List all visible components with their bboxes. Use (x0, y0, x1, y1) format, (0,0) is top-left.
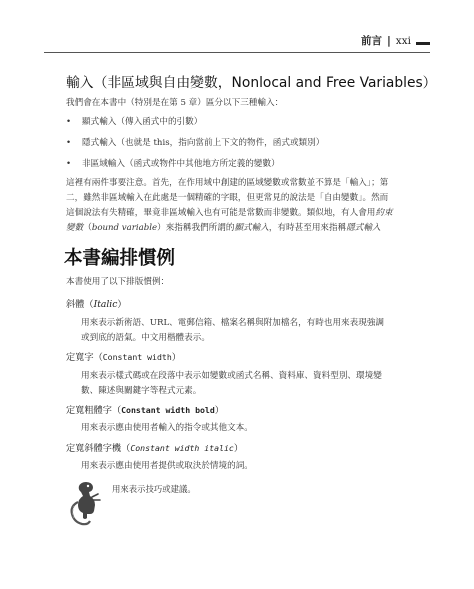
header-separator: | (386, 34, 391, 47)
running-header (361, 33, 430, 48)
section-heading-conventions: 本書編排慣例 (64, 248, 176, 269)
list-item: • 非區域輸入（函式或物件中其他地方所定義的變數） (66, 159, 280, 169)
section-heading-inputs: 輸入（非區域與自由變數，Nonlocal and Free Variables） (66, 75, 437, 91)
tip-text: 用來表示技巧或建議。 (112, 484, 196, 494)
header-mark (416, 42, 430, 45)
term-italic: 斜體（Italic） (66, 299, 127, 310)
term-constant-width-italic: 定寬斜體字機（Constant width italic） (66, 443, 244, 454)
list-item: • 顯式輸入（傳入函式中的引數） (66, 117, 203, 127)
animal-tip-icon (66, 478, 104, 528)
conventions-intro: 本書使用了以下排版慣例： (66, 277, 170, 287)
header-rule (44, 52, 430, 53)
inputs-intro: 我們會在本書中（特別是在第 5 章）區分以下三種輸入： (66, 98, 284, 108)
desc-constant-width-bold: 用來表示應由使用者輸入的指令或其他文本。 (81, 423, 253, 433)
inputs-list (66, 115, 324, 178)
desc-constant-width: 用來表示樣式碼或在段落中表示如變數或函式名稱、資料庫、資料型別、環境變 數、陳述與關鍵字等程式元素。 (81, 371, 382, 396)
list-item: • 隱式輸入（也就是 this，指向當前上下文的物件，函式或類別） (66, 138, 325, 148)
desc-constant-width-italic: 用來表示應由使用者提供或取決於情境的詞。 (81, 461, 253, 471)
page-number: xxi (395, 34, 411, 47)
inputs-paragraph: 這裡有兩件事要注意。首先，在作用域中創建的區域變數或常數並不算是「輸入」；第 二，雖然非區域輸入在此處是一個精確的字眼，但更常見的說法是「自由變數」。然而 這個說法有失精確，畢竟非區域輸入也有可能是常數而非變數。類似地，有人會用約束 變數（bound variable）來指稱我們所謂的顯式輸入，有時甚至用來指稱隱式輸入 (66, 178, 393, 233)
chapter-label: 前言 (360, 35, 382, 47)
term-constant-width: 定寬字（Constant width） (66, 352, 181, 363)
term-constant-width-bold: 定寬粗體字（Constant width bold） (66, 405, 224, 416)
desc-italic: 用來表示新術語、URL、電郵信箱、檔案名稱與附加檔名，有時也用來表現強調 或到底的語氣。中文用楷體表示。 (81, 318, 385, 343)
